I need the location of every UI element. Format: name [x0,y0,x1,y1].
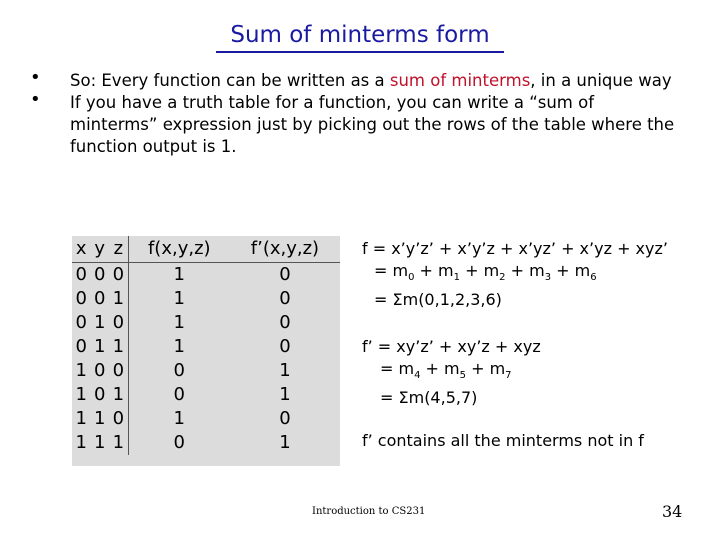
table-cell: 0 [75,336,87,357]
bullet-item [30,89,680,158]
table-header-row [72,236,340,263]
footer-text: Introduction to CS231 [312,506,426,517]
table-cell: 1 [75,360,87,381]
table-cell: 0 [279,288,291,309]
bullet-list [30,67,680,158]
table-cell: 0 [75,264,87,285]
fprime-sop: f’ = xy’z’ + xy’z + xyz [362,337,541,356]
table-cell: 0 [128,383,230,407]
fprime-equation [362,336,541,409]
table-cell: 0 [128,359,230,383]
complement-note: f’ contains all the minterms not in f [362,431,644,450]
header-fprime: f’(x,y,z) [230,236,340,263]
header-f: f(x,y,z) [128,236,230,263]
table-cell: 1 [128,263,230,288]
table-row [72,383,340,407]
table-cell: 1 [93,336,106,357]
bullet-item [30,67,680,92]
table-cell: 0 [93,384,106,405]
bullet-2-text: If you have a truth table for a function, you can write a “sum of minterms” expression just by picking out the rows of the table where the function output is 1. [70,93,675,156]
bullet-1-post: , in a unique way [530,71,672,90]
table-cell: 0 [93,264,106,285]
page-number: 34 [662,502,683,521]
f-minterm-sum: = $m_0 + m_1 + m_2 + m_3 + m_6$ [374,261,597,284]
table-cell: 0 [279,336,291,357]
table-cell: 0 [279,312,291,333]
f-equation [362,238,668,311]
table-cell: 0 [112,360,125,381]
table-row [72,263,340,288]
table-cell: 1 [75,408,87,429]
table-cell: 0 [75,288,87,309]
table-cell: 0 [93,288,106,309]
table-cell: 0 [112,408,125,429]
title-underline [216,51,504,53]
table-cell: 1 [128,407,230,431]
table-row [72,407,340,431]
table-cell: 0 [128,431,230,455]
fprime-minterm-sum: = $m_4 + m_5 + m_7$ [380,359,512,382]
f-sigma: = Σm(0,1,2,3,6) [374,290,502,310]
header-z: z [109,236,128,263]
table-cell: 1 [279,384,291,405]
table-cell: 1 [128,311,230,335]
table-cell: 0 [112,264,125,285]
table-cell: 1 [279,360,291,381]
table-cell: 0 [279,264,291,285]
table-cell: 1 [93,312,106,333]
table-cell: 1 [279,432,291,453]
table-row [72,287,340,311]
header-x: x [72,236,90,263]
table-row [72,335,340,359]
table-row [72,431,340,455]
table-cell: 1 [93,432,106,453]
bullet-1-pre: So: Every function can be written as a [70,71,390,90]
table-cell: 0 [279,408,291,429]
table-cell: 1 [75,384,87,405]
table-cell: 0 [93,360,106,381]
header-y: y [90,236,108,263]
table-cell: 1 [128,335,230,359]
table-cell: 1 [112,384,125,405]
bullet-icon: • [30,89,41,110]
fprime-sigma: = Σm(4,5,7) [380,388,478,408]
truth-table [72,236,340,466]
table-cell: 0 [75,312,87,333]
f-sop: f = x’y’z’ + x’y’z + x’yz’ + x’yz + xyz’ [362,239,668,258]
table-cell: 1 [112,288,125,309]
table-cell: 1 [128,287,230,311]
table-row [72,359,340,383]
table-row [72,311,340,335]
table-cell: 1 [112,336,125,357]
table-cell: 1 [112,432,125,453]
slide-title: Sum of minterms form [230,22,490,48]
bullet-icon: • [30,67,41,88]
bullet-1-highlight: sum of minterms [389,71,531,90]
table-cell: 1 [75,432,87,453]
table-cell: 1 [93,408,106,429]
table-cell: 0 [112,312,125,333]
